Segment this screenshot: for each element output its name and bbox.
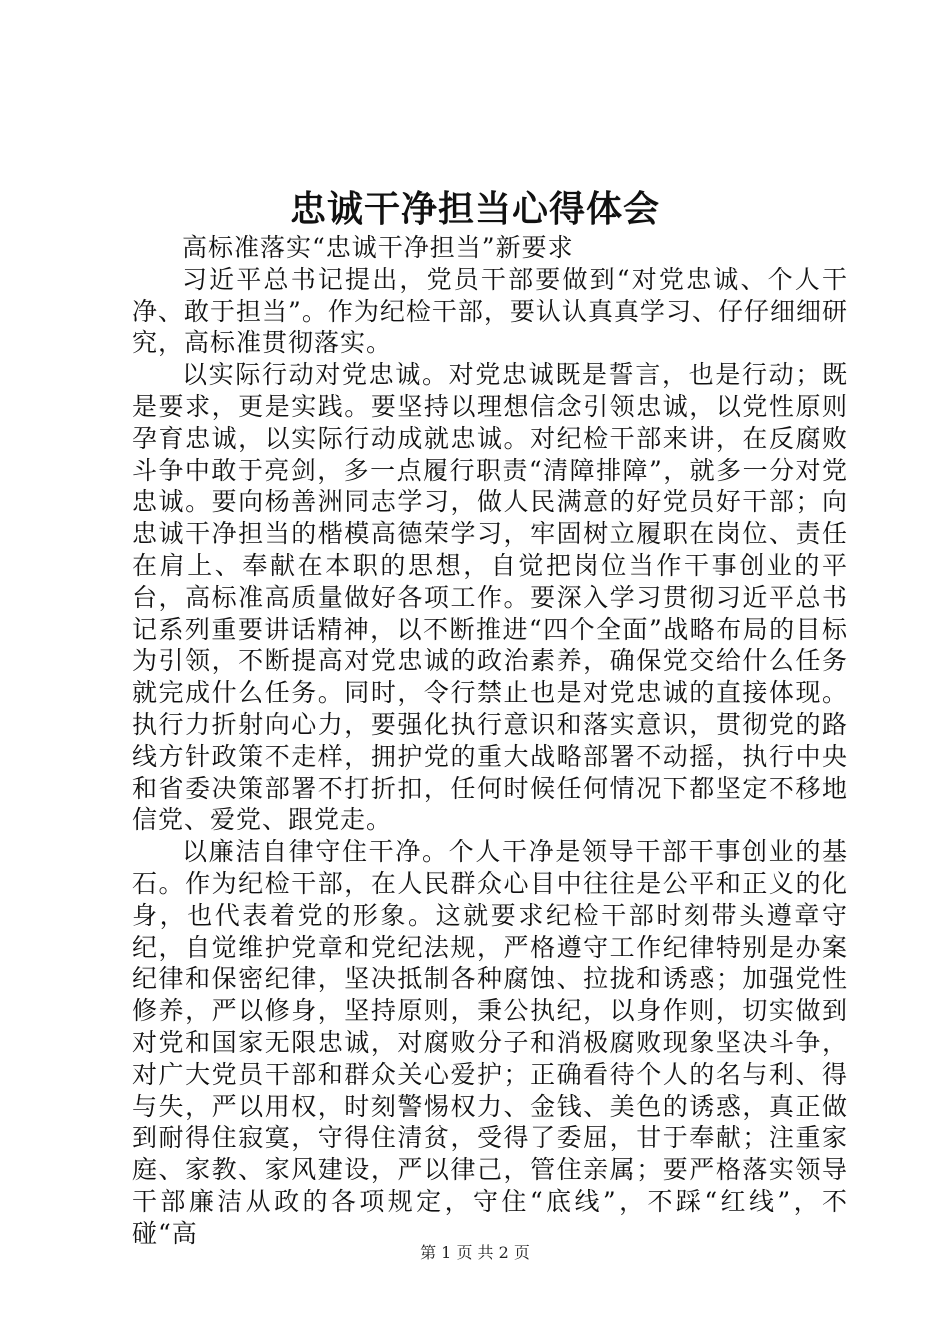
page-footer: 第 1 页 共 2 页 bbox=[420, 1243, 530, 1262]
subtitle-paragraph: 高标准落实“忠诚干净担当”新要求 bbox=[182, 233, 574, 262]
intro-paragraph: 习近平总书记提出，党员干部要做到“对党忠诚、个人干净、敢于担当”。作为纪检干部，要认认真真学习、仔仔细细研究，高标准贯彻落实。 bbox=[132, 264, 848, 358]
document-body bbox=[132, 232, 848, 1250]
integrity-paragraph: 以廉洁自律守住干净。个人干净是领导干部干事创业的基石。作为纪检干部，在人民群众心目中往往是公平和正义的化身，也代表着党的形象。这就要求纪检干部时刻带头遵章守纪，自觉维护党章和党纪法规，严格遵守工作纪律特别是办案纪律和保密纪律，坚决抵制各种腐蚀、拉拢和诱惑；加强党性修养，严以修身，坚持原则，秉公执纪，以身作则，切实做到对党和国家无限忠诚，对腐败分子和消极腐败现象坚决斗争，对广大党员干部和群众关心爱护；正确看待个人的名与利、得与失，严以用权，时刻警惕权力、金钱、美色的诱惑，真正做到耐得住寂寞，守得住清贫，受得了委屈，甘于奉献；注重家庭、家教、家风建设，严以律己，管住亲属；要严格落实领导干部廉洁从政的各项规定，守住“底线”，不踩“红线”，不碰“高 bbox=[132, 837, 848, 1248]
loyalty-paragraph: 以实际行动对党忠诚。对党忠诚既是誓言，也是行动；既是要求，更是实践。要坚持以理想信念引领忠诚，以党性原则孕育忠诚，以实际行动成就忠诚。对纪检干部来讲，在反腐败斗争中敢于亮剑，多一点履行职责“清障排障”，就多一分对党忠诚。要向杨善洲同志学习，做人民满意的好党员好干部；向忠诚干净担当的楷模高德荣学习，牢固树立履职在岗位、责任在肩上、奉献在本职的思想，自觉把岗位当作干事创业的平台，高标准高质量做好各项工作。要深入学习贯彻习近平总书记系列重要讲话精神，以不断推进“四个全面”战略布局的目标为引领，不断提高对党忠诚的政治素养，确保党交给什么任务就完成什么任务。同时，令行禁止也是对党忠诚的直接体现。执行力折射向心力，要强化执行意识和落实意识，贯彻党的路线方针政策不走样，拥护党的重大战略部署不动摇，执行中央和省委决策部署不打折扣，任何时候任何情况下都坚定不移地信党、爱党、跟党走。 bbox=[132, 360, 848, 835]
document-title: 忠诚干净担当心得体会 bbox=[289, 189, 660, 230]
